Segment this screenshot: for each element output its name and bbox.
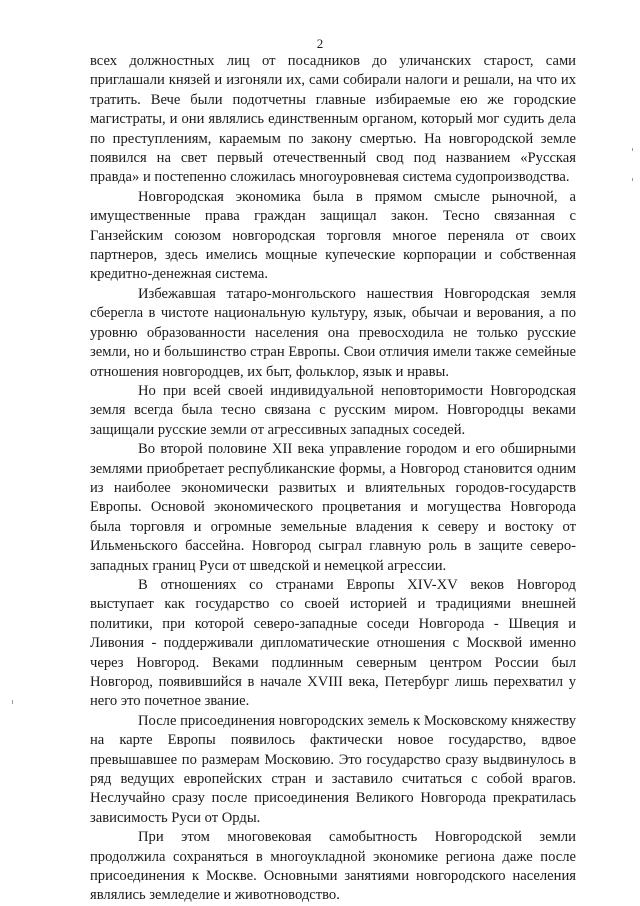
paragraph-annexation: После присоединения новгородских земель к Московскому княжеству на карте Европы появилось фактически новое государство, вдвое превышавшее по размерам Московию. Это государство сразу выдвинулось в ряд ведущих европейских стран и заставило считаться с собой врагов. Неслучайно сразу после присоединения Великого Новгорода прекратилась зависимость Руси от Орды. <box>90 712 576 826</box>
paragraph-identity: При этом многовековая самобытность Новгородской земли продолжила сохраняться в многоукладной экономике региона даже после присоединения к Москве. Основными занятиями новгородского населения являлись земледелие и животноводство. <box>90 829 576 904</box>
paragraph-foreign-relations: В отношениях со странами Европы XIV-XV веков Новгород выступает как государство со своей историей и традициями внешней политики, при которой северо-западные соседи Новгорода - Швеция и Ливония - поддерживали дипломатические отношения с Москвой именно через Новгород. Веками подлинным северным центром России был Новгород, появившийся в начале XVIII века, Петербург лишь перехватил у него это почетное звание. <box>90 576 576 710</box>
paragraph-xii-century: Во второй половине XII века управление городом и его обширными землями приобретает республиканские формы, а Новгород становится одним из наиболее экономически развитых и влиятельных городов-государств Европы. Основой экономического процветания и могущества Новгорода была торговля и огромные земельные владения к северу и востоку от Ильменьского бассейна. Новгород сыграл главную роль в защите северо-западных границ Руси от шведской и немецкой агрессии. <box>90 441 576 574</box>
paragraph-culture: Избежавшая татаро-монгольского нашествия Новгородская земля сберегла в чистоте национальную культуру, язык, обычаи и верования, а по уровню образованности населения она превосходила не только русские земли, но и большинство стран Европы. Свои отличия имели также семейные отношения новгородцев, их быт, фольклор, язык и нравы. <box>90 285 576 380</box>
document-body <box>90 52 576 906</box>
paragraph-economy: Новгородская экономика была в прямом смысле рыночной, а имущественные права граждан защищал закон. Тесно связанная с Ганзейским союзом новгородская торговля многое переняла от своих партнеров, здесь имелись мощные купеческие корпорации и собственная кредитно-денежная система. <box>90 188 576 283</box>
scan-margin-mark <box>632 178 633 181</box>
page-number: 2 <box>316 36 324 51</box>
scan-margin-mark <box>632 148 633 151</box>
scan-margin-mark <box>12 700 13 704</box>
paragraph-russian-world: Но при всей своей индивидуальной неповторимости Новгородская земля всегда была тесно связана с русским миром. Новгородцы веками защищали русские земли от агрессивных западных соседей. <box>90 382 576 438</box>
paragraph-continuation: всех должностных лиц от посадников до уличанских старост, сами приглашали князей и изгоняли их, сами собирали налоги и решали, на что их тратить. Вече были подотчетны главные избираемые ею же городские магистраты, и они являлись единственным органом, который мог судить дела по преступлениям, караемым по закону смертью. На новгородской земле появился на свет первый отечественный свод под названием «Русская правда» и постепенно сложилась многоуровневая система судопроизводства. <box>90 53 576 186</box>
